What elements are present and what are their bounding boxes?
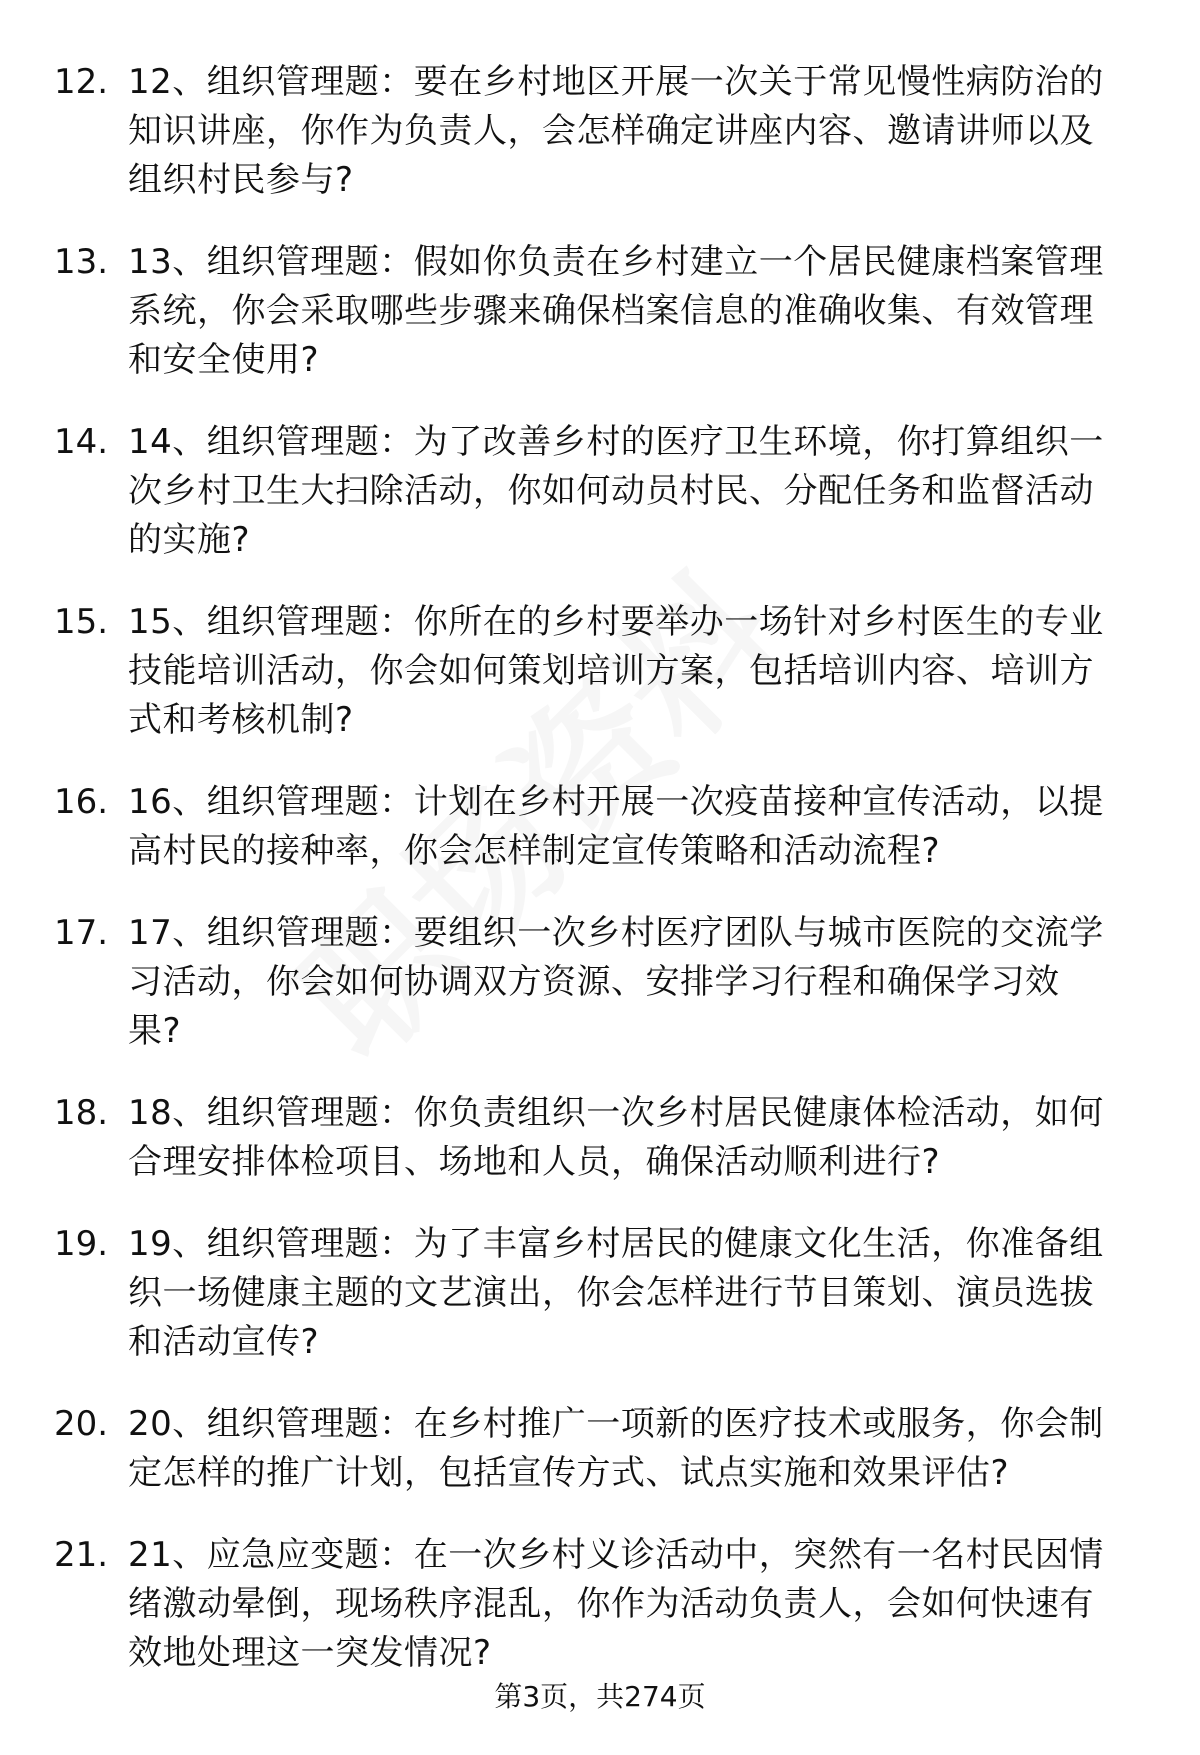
text-line: 的实施? — [128, 520, 251, 560]
item-number: 15. — [54, 602, 109, 642]
list-item — [0, 1400, 1200, 1498]
text-line: 技能培训活动，你会如何策划培训方案，包括培训内容、培训方 — [128, 651, 1094, 691]
question-text — [128, 238, 1158, 385]
question-text — [128, 58, 1158, 205]
text-line: 和安全使用? — [128, 340, 320, 380]
text-line: 13、组织管理题：假如你负责在乡村建立一个居民健康档案管理 — [128, 242, 1104, 282]
list-item — [0, 1220, 1200, 1367]
text-line: 果? — [128, 1011, 182, 1051]
question-text — [128, 598, 1158, 745]
list-item — [0, 1089, 1200, 1187]
text-line: 21、应急应变题：在一次乡村义诊活动中，突然有一名村民因情 — [128, 1535, 1104, 1575]
item-number: 19. — [54, 1224, 109, 1264]
question-text — [128, 1531, 1158, 1678]
text-line: 16、组织管理题：计划在乡村开展一次疫苗接种宣传活动，以提 — [128, 782, 1104, 822]
item-number: 13. — [54, 242, 109, 282]
text-line: 20、组织管理题：在乡村推广一项新的医疗技术或服务，你会制 — [128, 1404, 1104, 1444]
list-item — [0, 238, 1200, 385]
text-line: 知识讲座，你作为负责人，会怎样确定讲座内容、邀请讲师以及 — [128, 111, 1094, 151]
text-line: 合理安排体检项目、场地和人员，确保活动顺利进行? — [128, 1142, 941, 1182]
question-text — [128, 1220, 1158, 1367]
text-line: 14、组织管理题：为了改善乡村的医疗卫生环境，你打算组织一 — [128, 422, 1104, 462]
text-line: 19、组织管理题：为了丰富乡村居民的健康文化生活，你准备组 — [128, 1224, 1104, 1264]
text-line: 组织村民参与? — [128, 160, 354, 200]
item-number: 14. — [54, 422, 109, 462]
item-number: 12. — [54, 62, 109, 102]
text-line: 和活动宣传? — [128, 1322, 320, 1362]
list-item — [0, 418, 1200, 565]
list-item — [0, 778, 1200, 876]
list-item — [0, 58, 1200, 205]
text-line: 式和考核机制? — [128, 700, 354, 740]
text-line: 定怎样的推广计划，包括宣传方式、试点实施和效果评估? — [128, 1453, 1010, 1493]
text-line: 17、组织管理题：要组织一次乡村医疗团队与城市医院的交流学 — [128, 913, 1104, 953]
question-text — [128, 1089, 1158, 1187]
item-number: 17. — [54, 913, 109, 953]
question-list — [0, 58, 1200, 1711]
text-line: 12、组织管理题：要在乡村地区开展一次关于常见慢性病防治的 — [128, 62, 1104, 102]
text-line: 系统，你会采取哪些步骤来确保档案信息的准确收集、有效管理 — [128, 291, 1094, 331]
item-number: 18. — [54, 1093, 109, 1133]
text-line: 15、组织管理题：你所在的乡村要举办一场针对乡村医生的专业 — [128, 602, 1104, 642]
list-item — [0, 909, 1200, 1056]
text-line: 织一场健康主题的文艺演出，你会怎样进行节目策划、演员选拔 — [128, 1273, 1094, 1313]
item-number: 20. — [54, 1404, 109, 1444]
list-item — [0, 598, 1200, 745]
text-line: 效地处理这一突发情况? — [128, 1633, 492, 1673]
item-number: 16. — [54, 782, 109, 822]
question-text — [128, 1400, 1158, 1498]
text-line: 18、组织管理题：你负责组织一次乡村居民健康体检活动，如何 — [128, 1093, 1104, 1133]
question-text — [128, 909, 1158, 1056]
question-text — [128, 778, 1158, 876]
text-line: 习活动，你会如何协调双方资源、安排学习行程和确保学习效 — [128, 962, 1060, 1002]
text-line: 绪激动晕倒，现场秩序混乱，你作为活动负责人，会如何快速有 — [128, 1584, 1094, 1624]
question-text — [128, 418, 1158, 565]
item-number: 21. — [54, 1535, 109, 1575]
page-number: 第3页，共274页 — [494, 1680, 706, 1713]
text-line: 高村民的接种率，你会怎样制定宣传策略和活动流程? — [128, 831, 941, 871]
text-line: 次乡村卫生大扫除活动，你如何动员村民、分配任务和监督活动 — [128, 471, 1094, 511]
list-item — [0, 1531, 1200, 1678]
